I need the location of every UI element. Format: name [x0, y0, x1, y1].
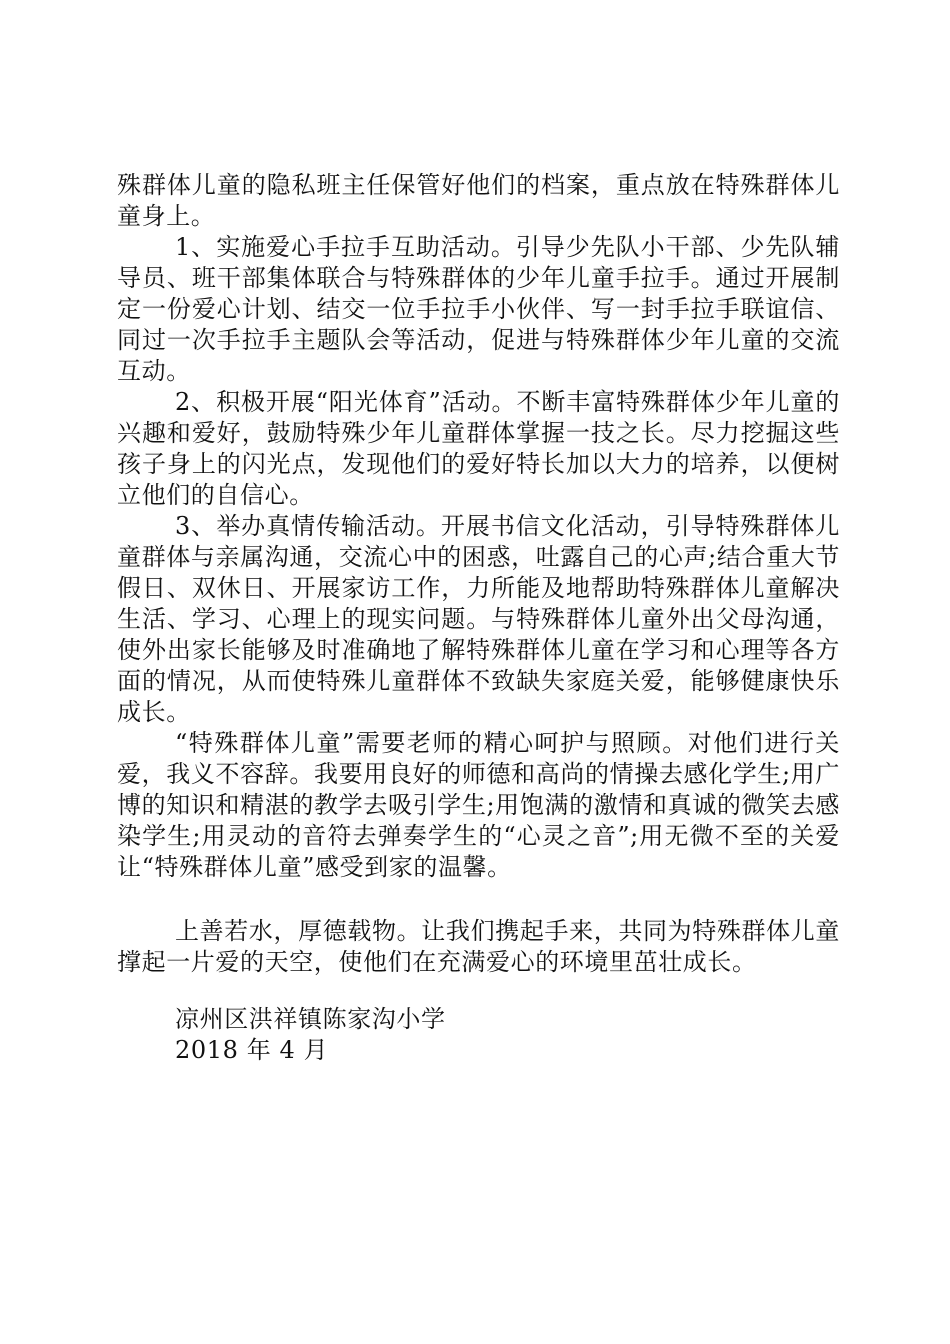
- paragraph-activity-2: 2、积极开展“阳光体育”活动。不断丰富特殊群体少年儿童的兴趣和爱好，鼓励特殊少年儿童群体掌握一技之长。尽力挖掘这些孩子身上的闪光点，发现他们的爱好特长加以大力的培养，以便树立他们的自信心。: [117, 388, 840, 509]
- paragraph-continuation: 殊群体儿童的隐私班主任保管好他们的档案，重点放在特殊群体儿童身上。: [117, 171, 840, 230]
- paragraph-activity-3: 3、举办真情传输活动。开展书信文化活动，引导特殊群体儿童群体与亲属沟通，交流心中的困惑，吐露自己的心声;结合重大节假日、双休日、开展家访工作，力所能及地帮助特殊群体儿童解决生活、学习、心理上的现实问题。与特殊群体儿童外出父母沟通，使外出家长能够及时准确地了解特殊群体儿童在学习和心理等各方面的情况，从而使特殊儿童群体不致缺失家庭关爱，能够健康快乐成长。: [117, 512, 840, 726]
- signature-date: 2018 年 4 月: [175, 1036, 329, 1064]
- signature-block: [117, 1004, 840, 1066]
- paragraph-teacher-care: “特殊群体儿童”需要老师的精心呵护与照顾。对他们进行关爱，我义不容辞。我要用良好的师德和高尚的情操去感化学生;用广博的知识和精湛的教学去吸引学生;用饱满的激情和真诚的微笑去感染学生;用灵动的音符去弹奏学生的“心灵之音”;用无微不至的关爱让“特殊群体儿童”感受到家的温馨。: [117, 729, 840, 881]
- signature-organization: 凉州区洪祥镇陈家沟小学: [175, 1005, 446, 1033]
- paragraph-conclusion: 上善若水，厚德载物。让我们携起手来，共同为特殊群体儿童撑起一片爱的天空，使他们在充满爱心的环境里茁壮成长。: [117, 917, 840, 976]
- paragraph-activity-1: 1、实施爱心手拉手互助活动。引导少先队小干部、少先队辅导员、班干部集体联合与特殊群体的少年儿童手拉手。通过开展制定一份爱心计划、结交一位手拉手小伙伴、写一封手拉手联谊信、同过一次手拉手主题队会等活动，促进与特殊群体少年儿童的交流互动。: [117, 233, 840, 385]
- document-body: [117, 170, 840, 1066]
